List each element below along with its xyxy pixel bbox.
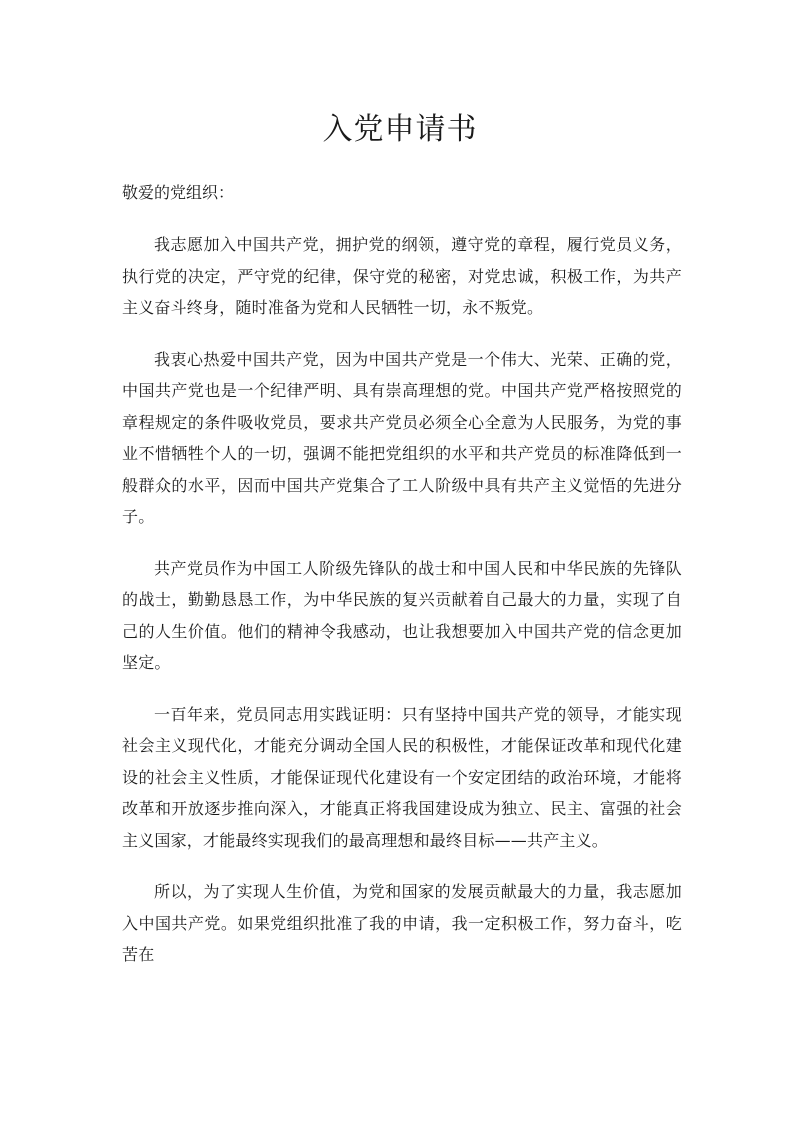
document-title: 入党申请书	[322, 112, 478, 147]
paragraph-5: 所以，为了实现人生价值，为党和国家的发展贡献最大的力量，我志愿加入中国共产党。如果党组织批准了我的申请，我一定积极工作，努力奋斗，吃苦在	[122, 882, 682, 964]
salutation: 敬爱的党组织：	[122, 183, 235, 202]
paragraph-1: 我志愿加入中国共产党，拥护党的纲领，遵守党的章程，履行党员义务，执行党的决定，严守党的纪律，保守党的秘密，对党忠诚，积极工作，为共产主义奋斗终身，随时准备为党和人民牺牲一切，永不叛党。	[122, 235, 682, 317]
document-body	[122, 229, 682, 991]
paragraph-2: 我衷心热爱中国共产党，因为中国共产党是一个伟大、光荣、正确的党，中国共产党也是一个纪律严明、具有崇高理想的党。中国共产党严格按照党的章程规定的条件吸收党员，要求共产党员必须全心全意为人民服务，为党的事业不惜牺牲个人的一切，强调不能把党组织的水平和共产党员的标准降低到一般群众的水平，因而中国共产党集合了工人阶级中具有共产主义觉悟的先进分子。	[122, 349, 682, 526]
paragraph-3: 共产党员作为中国工人阶级先锋队的战士和中国人民和中华民族的先锋队的战士，勤勤恳恳工作，为中华民族的复兴贡献着自己最大的力量，实现了自己的人生价值。他们的精神令我感动，也让我想要加入中国共产党的信念更加坚定。	[122, 558, 682, 672]
paragraph-4: 一百年来，党员同志用实践证明：只有坚持中国共产党的领导，才能实现社会主义现代化，才能充分调动全国人民的积极性，才能保证改革和现代化建设的社会主义性质，才能保证现代化建设有一个安定团结的政治环境，才能将改革和开放逐步推向深入，才能真正将我国建设成为独立、民主、富强的社会主义国家，才能最终实现我们的最高理想和最终目标——共产主义。	[122, 704, 682, 850]
